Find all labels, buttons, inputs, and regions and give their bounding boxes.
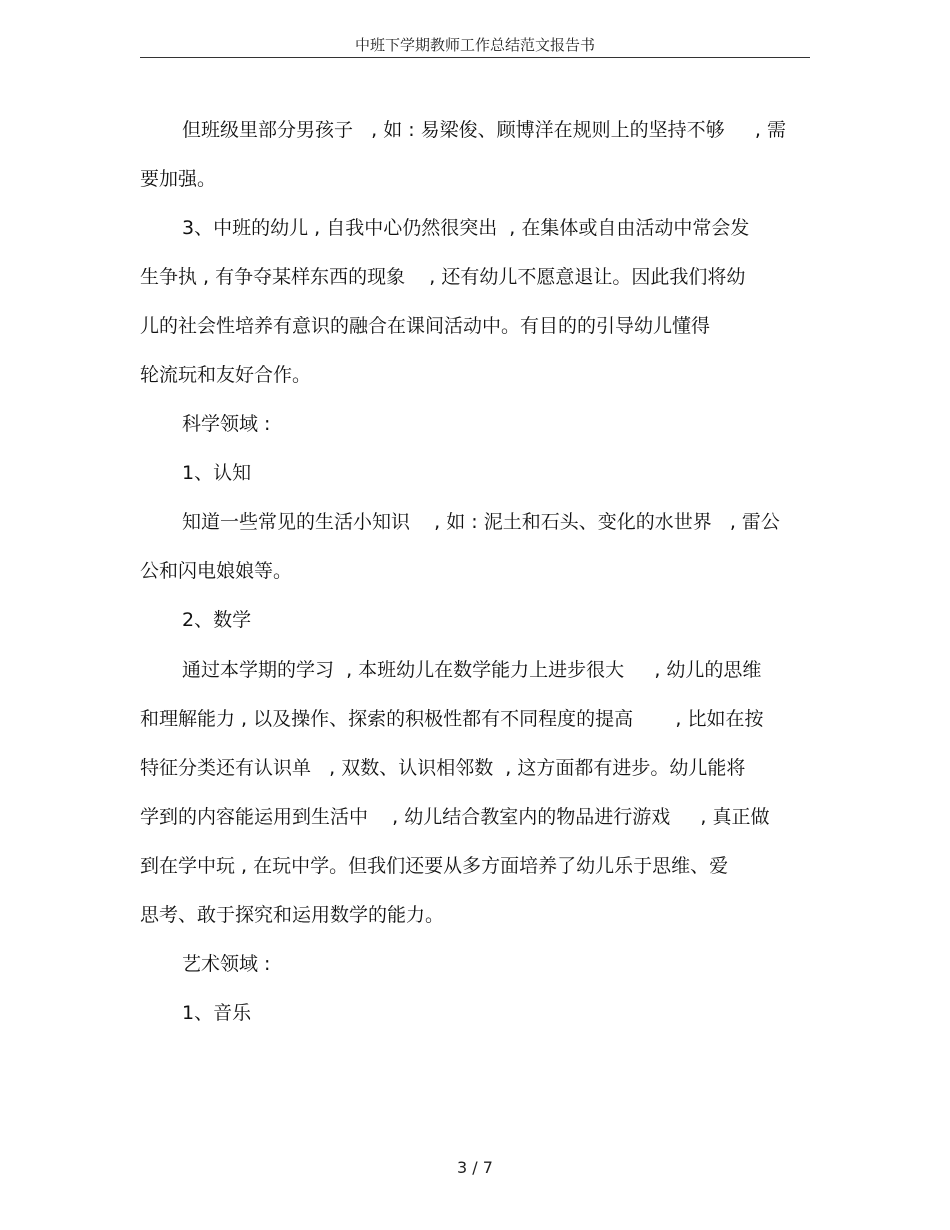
subheading-math: 2、数学 xyxy=(182,609,252,631)
paragraph-line: 和理解能力 , 以及操作、探索的积极性都有不同程度的提高 , 比如在按 xyxy=(140,708,764,730)
subheading-cognition: 1、认知 xyxy=(182,462,252,484)
paragraph-line: 要加强。 xyxy=(140,168,217,190)
paragraph-line: 儿的社会性培养有意识的融合在课间活动中。有目的的引导幼儿懂得 xyxy=(140,315,711,337)
paragraph-line: 思考、敢于探究和运用数学的能力。 xyxy=(140,904,445,926)
paragraph-line: 3、中班的幼儿 , 自我中心仍然很突出 , 在集体或自由活动中常会发 xyxy=(182,217,750,239)
section-heading-science: 科学领域 : xyxy=(182,413,271,435)
paragraph-line: 公和闪电娘娘等。 xyxy=(140,560,293,582)
page-number: 3 / 7 xyxy=(457,1158,493,1177)
paragraph-line: 到在学中玩 , 在玩中学。但我们还要从多方面培养了幼儿乐于思维、爱 xyxy=(140,855,729,877)
page-header-title: 中班下学期教师工作总结范文报告书 xyxy=(354,36,595,54)
paragraph-line: 轮流玩和友好合作。 xyxy=(140,364,312,386)
paragraph-line: 但班级里部分男孩子 , 如 : 易梁俊、顾博洋在规则上的坚持不够 , 需 xyxy=(182,119,786,141)
subheading-music: 1、音乐 xyxy=(182,1002,252,1024)
paragraph-line: 学到的内容能运用到生活中 , 幼儿结合教室内的物品进行游戏 , 真正做 xyxy=(140,806,770,828)
paragraph-line: 知道一些常见的生活小知识 , 如 : 泥土和石头、变化的水世界 , 雷公 xyxy=(182,511,780,533)
paragraph-line: 通过本学期的学习 , 本班幼儿在数学能力上进步很大 , 幼儿的思维 xyxy=(182,659,762,681)
paragraph-line: 特征分类还有认识单 , 双数、认识相邻数 , 这方面都有进步。幼儿能将 xyxy=(140,757,746,779)
section-heading-art: 艺术领域 : xyxy=(182,953,271,975)
header-divider xyxy=(140,57,810,58)
paragraph-line: 生争执 , 有争夺某样东西的现象 , 还有幼儿不愿意退让。因此我们将幼 xyxy=(140,266,746,288)
